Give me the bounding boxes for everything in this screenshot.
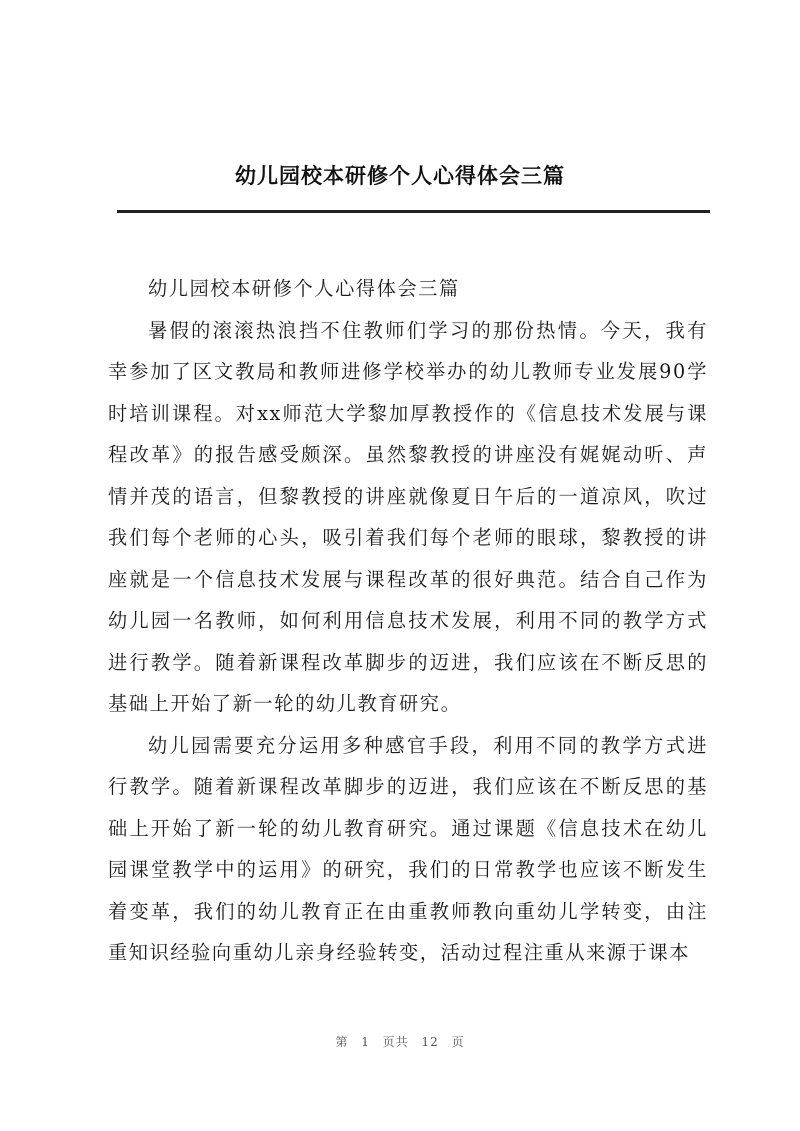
total-pages: 12 xyxy=(421,1035,439,1049)
page-label-prefix: 第 xyxy=(335,1035,349,1049)
page-footer xyxy=(0,1033,800,1050)
page-label-middle: 页共 xyxy=(382,1035,409,1049)
document-body xyxy=(108,268,708,974)
page-label-suffix: 页 xyxy=(451,1035,465,1049)
body-paragraph: 幼儿园校本研修个人心得体会三篇 xyxy=(148,277,460,300)
body-paragraph: 幼儿园需要充分运用多种感官手段，利用不同的教学方式进行教学。随着新课程改革脚步的迈进，我们应该在不断反思的基础上开始了新一轮的幼儿教育研究。通过课题《信息技术在幼儿园课堂教学中的运用》的研究，我们的日常教学也应该不断发生着变革，我们的幼儿教育正在由重教师教向重幼儿学转变，由注重知识经验向重幼儿亲身经验转变，活动过程注重从来源于课本 xyxy=(108,733,708,964)
document-title: 幼儿园校本研修个人心得体会三篇 xyxy=(235,164,565,188)
title-divider xyxy=(117,210,710,213)
body-paragraph: 暑假的滚滚热浪挡不住教师们学习的那份热情。今天，我有幸参加了区文教局和教师进修学校举办的幼儿教师专业发展90学时培训课程。对xx师范大学黎加厚教授作的《信息技术发展与课程改革》的报告感受颇深。虽然黎教授的讲座没有娓娓动听、声情并茂的语言，但黎教授的讲座就像夏日午后的一道凉风，吹过我们每个老师的心头，吸引着我们每个老师的眼球，黎教授的讲座就是一个信息技术发展与课程改革的很好典范。结合自己作为幼儿园一名教师，如何利用信息技术发展，利用不同的教学方式进行教学。随着新课程改革脚步的迈进，我们应该在不断反思的基础上开始了新一轮的幼儿教育研究。 xyxy=(108,318,708,715)
page-number: 1 xyxy=(361,1035,370,1049)
